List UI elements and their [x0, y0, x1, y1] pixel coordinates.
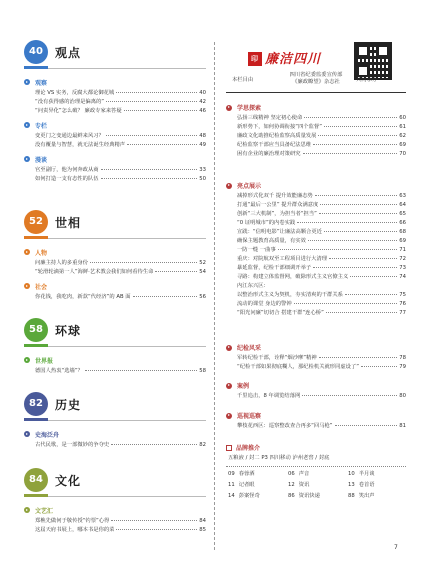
toc-entry-title: 你花钱，我吃肉，新款“代经济”的 AB 面 [35, 294, 131, 300]
right-section-4 [226, 410, 406, 430]
leader-dots [320, 204, 397, 205]
toc-entry[interactable] [226, 299, 406, 308]
leader-dots [133, 296, 198, 297]
toc-entry-title: 理论 VS 实务，反腐大都论御花城 [35, 90, 115, 96]
leader-dots [324, 126, 397, 127]
brand-logo [248, 48, 348, 66]
section-rule-accent [24, 494, 48, 497]
toc-entry-title: 打通“最后一公里” 提升群众满意度 [237, 202, 319, 208]
toc-entry[interactable] [226, 353, 406, 362]
brand-right-label: 共同承办 [356, 77, 378, 83]
toc-entry-title: 千里追击，8 年调览结落网 [237, 393, 301, 399]
section-header [24, 40, 206, 66]
leader-dots [124, 110, 198, 111]
arrow-bullet-icon [226, 413, 232, 419]
subsection-title: 专栏 [35, 122, 48, 130]
section-rule [24, 496, 206, 497]
toc-entry[interactable] [226, 227, 406, 236]
toc-entry-page: 75 [399, 292, 406, 298]
toc-entry-title: 确保主题教育高质量，有实效 [237, 238, 306, 244]
toc-entry[interactable] [226, 272, 406, 281]
toc-entry[interactable] [24, 525, 206, 534]
arrow-bullet-icon [24, 431, 30, 437]
toc-entry-page: 70 [399, 151, 406, 157]
column-divider [214, 42, 215, 550]
column-index-grid [226, 469, 406, 499]
column-index-title: 资讯快递 [298, 493, 320, 499]
section-number-badge: 84 [24, 468, 48, 492]
seal-icon: 印 [248, 52, 262, 66]
toc-entry-title: 如何打造一支有态性的队伍 [35, 176, 99, 182]
toc-entry-page: 40 [199, 90, 206, 96]
brands-sponsors: 五粮液 / 封二 P3 四川移动 泸州老窖 / 封底 [228, 455, 330, 461]
toc-entry-page: 64 [399, 202, 406, 208]
subsection-header [24, 153, 206, 165]
toc-entry-title: “纪检干部如果彻底糊人，那纪检机关就形同虚设了” [237, 364, 360, 370]
brand-organizer-2: 《廉政瞭望》杂志社 [292, 79, 340, 85]
subsection-title: 人物 [35, 249, 48, 257]
subsection-title: 史海泛舟 [35, 431, 60, 439]
toc-entry-page: 74 [399, 274, 406, 280]
column-index-item[interactable] [348, 469, 408, 477]
toc-entry-page: 85 [199, 527, 206, 533]
subsection [24, 354, 206, 375]
section-title: 观点 [55, 46, 82, 60]
brand-block [226, 40, 406, 90]
column-index-title: 卷首语 [358, 482, 375, 488]
toc-entry-page: 71 [399, 247, 406, 253]
toc-entry-title: “0 证明城市”的内卷实践 [237, 220, 296, 226]
column-index-item[interactable] [228, 491, 288, 499]
section-3 [24, 392, 206, 449]
section-1 [24, 210, 206, 301]
toc-entry[interactable] [226, 131, 406, 140]
brands-box [226, 442, 406, 499]
leader-dots [278, 249, 397, 250]
column-index-page: 86 [288, 493, 295, 499]
toc-entry-page: 69 [399, 238, 406, 244]
column-index-item[interactable] [288, 480, 348, 488]
arrow-bullet-icon [24, 249, 30, 255]
brands-header [226, 442, 406, 453]
right-section-title: 学思探索 [237, 105, 262, 112]
subsection-header [24, 428, 206, 440]
toc-entry-page: 46 [199, 108, 206, 114]
right-section-header [226, 342, 406, 353]
leader-dots [318, 135, 397, 136]
toc-entry[interactable] [24, 258, 206, 267]
brand-rule [226, 92, 406, 93]
section-title: 世相 [55, 216, 82, 230]
toc-entry[interactable] [226, 362, 406, 371]
section-header [24, 468, 206, 494]
brand-left-label: 本栏目由 [232, 77, 254, 83]
subsection [24, 119, 206, 149]
toc-entry[interactable] [24, 106, 206, 115]
subsection-header [24, 246, 206, 258]
right-section-title: 亮点展示 [237, 183, 262, 190]
toc-entry[interactable] [24, 366, 206, 375]
section-number-badge: 52 [24, 210, 48, 234]
toc-entry[interactable] [24, 140, 206, 149]
subsection-header [24, 504, 206, 516]
subsection [24, 428, 206, 449]
column-index-item[interactable] [228, 480, 288, 488]
toc-entry-page: 63 [399, 193, 406, 199]
leader-dots [304, 117, 397, 118]
toc-entry-title: 流动的课堂 身边的警钟 [237, 301, 292, 307]
toc-entry[interactable] [226, 254, 406, 263]
subsection-header [24, 280, 206, 292]
toc-entry[interactable] [226, 245, 406, 254]
right-section-title: 纪检风采 [237, 345, 262, 352]
section-header [24, 210, 206, 236]
column-index-item[interactable] [228, 469, 288, 477]
section-title: 文化 [55, 474, 82, 488]
toc-entry-title: 弘扬三线精神 坚定初心使命 [237, 115, 303, 121]
leader-dots [294, 303, 398, 304]
toc-entry-title: 以整治形式主义为契机，夯实清爽的干群关系 [237, 292, 343, 298]
toc-entry[interactable] [226, 263, 406, 272]
subsection [24, 246, 206, 276]
subsection [24, 76, 206, 115]
subsection-header [24, 119, 206, 131]
column-index-title: 资讯 [298, 482, 310, 488]
toc-entry[interactable] [226, 149, 406, 158]
section-2 [24, 318, 206, 375]
leader-dots [350, 276, 397, 277]
leader-dots [111, 520, 197, 521]
subsection-header [24, 76, 206, 88]
toc-entry-page: 76 [399, 301, 406, 307]
toc-entry-page: 72 [399, 256, 406, 262]
leader-dots [361, 366, 397, 367]
right-section-title: 案例 [237, 383, 250, 390]
brand-organizers [280, 72, 352, 86]
subsection-title: 社会 [35, 283, 48, 291]
toc-entry-title: “问责异化”怎么破？ 廉政专家来答疑 [35, 108, 122, 114]
toc-entry[interactable] [24, 88, 206, 97]
right-section-header [226, 180, 406, 191]
section-rule-accent [24, 66, 48, 69]
leader-dots [329, 258, 397, 259]
brand-organizer-1: 四川省纪委监委宣传部 [289, 72, 343, 78]
subsection-title: 文艺汇 [35, 507, 54, 515]
toc-entry[interactable] [226, 290, 406, 299]
leader-dots [85, 370, 197, 371]
toc-entry-title: 纪检监察干部应当具备纪法思维 [237, 142, 312, 148]
subsection-title: 观察 [35, 79, 48, 87]
leader-dots [302, 395, 397, 396]
subsection-header [24, 354, 206, 366]
arrow-bullet-icon [226, 105, 232, 111]
toc-entry-page: 61 [399, 124, 406, 130]
toc-entry[interactable] [24, 292, 206, 301]
toc-entry-title: 郑樵先做何于敬传授“钓票”心得 [35, 518, 110, 524]
column-index-page: 09 [228, 471, 235, 477]
leader-dots [127, 144, 197, 145]
toc-entry-title: 古代民歌，是一部微妙的争夺史 [35, 442, 110, 448]
toc-entry-title: 暴延监督，纪检干部细调开举子 [237, 265, 312, 271]
toc-entry-page: 77 [399, 310, 406, 316]
section-header [24, 392, 206, 418]
toc-entry-page: 62 [399, 133, 406, 139]
leader-dots [345, 294, 397, 295]
toc-entry-title: 宣践：“信明电影”让廉法高颗合更近 [237, 229, 322, 235]
column-index-item[interactable] [288, 491, 348, 499]
subsection [24, 153, 206, 183]
toc-entry-page: 81 [399, 423, 406, 429]
toc-entry-page: 58 [199, 368, 206, 374]
toc-entry[interactable] [226, 218, 406, 227]
toc-entry-title: 廉政文化助推纪检监察高质量发展 [237, 133, 317, 139]
column-index-title: 声音 [298, 471, 310, 477]
column-index-page: 14 [228, 493, 235, 499]
toc-entry-title: 创新“三大机制”，为担当者“担当” [237, 211, 317, 217]
toc-entry-page: 84 [199, 518, 206, 524]
toc-entry-title: 寻路：构建立体监督网，破除形式主义官僚主义 [237, 274, 349, 280]
column-index-page: 10 [348, 471, 355, 477]
subsection-title: 漫谈 [35, 156, 48, 164]
toc-entry-title: 攀枝花西区：巡察整改查合再多“回马枪” [237, 423, 333, 429]
toc-entry-title: “没有获得感的治理是偏离的” [35, 99, 105, 105]
leader-dots [101, 178, 198, 179]
leader-dots [155, 271, 197, 272]
right-section-2 [226, 342, 406, 371]
column-index-page: 13 [348, 482, 355, 488]
toc-entry-title: 没有覆量与智慧，就无法诞生经典精声 [35, 142, 126, 148]
section-rule [24, 238, 206, 239]
toc-entry[interactable] [24, 165, 206, 174]
column-index-page: 06 [288, 471, 295, 477]
section-number-badge: 82 [24, 392, 48, 416]
leader-dots [116, 529, 197, 530]
leader-dots [313, 144, 397, 145]
toc-entry-page: 50 [199, 176, 206, 182]
leader-dots [324, 231, 397, 232]
leader-dots [319, 213, 397, 214]
toc-entry-page: 65 [399, 211, 406, 217]
toc-entry-title: 军转纪检干部，诠释“烟沙摩”精神 [237, 355, 317, 361]
leader-dots [308, 240, 397, 241]
column-index-page: 12 [288, 482, 295, 488]
arrow-bullet-icon [24, 507, 30, 513]
right-section-header [226, 380, 406, 391]
section-rule-accent [24, 344, 48, 347]
toc-entry-page: 42 [199, 99, 206, 105]
toc-entry-title: “阳光问廉”切切合 搭建干群“连心桥” [237, 310, 324, 316]
toc-entry-title: “轮滑轮滴第一人”海鲜·艺术教会我们如何看待生命 [35, 269, 154, 275]
leader-dots [335, 425, 398, 426]
leader-dots [90, 262, 197, 263]
toc-entry-title: 重庆：对院航双至工程项目进行大清理 [237, 256, 328, 262]
toc-entry-page: 56 [199, 294, 206, 300]
toc-entry-title: 减掉形式化双千 提升效能廉态势 [237, 193, 313, 199]
toc-entry-title: 内江东兴区： [237, 283, 269, 289]
toc-entry[interactable] [24, 131, 206, 140]
toc-entry-page: 52 [199, 260, 206, 266]
toc-entry-page: 80 [399, 393, 406, 399]
leader-dots [111, 444, 197, 445]
leader-dots [101, 169, 198, 170]
toc-entry-page: 33 [199, 167, 206, 173]
toc-entry-title: 官至副厅，他为何奔政从商 [35, 167, 99, 173]
toc-entry[interactable] [24, 516, 206, 525]
arrow-bullet-icon [24, 122, 30, 128]
section-number-badge: 40 [24, 40, 48, 64]
right-section-title: 巡视巡察 [237, 413, 262, 420]
toc-entry[interactable] [226, 200, 406, 209]
section-header [24, 318, 206, 344]
toc-entry-page: 73 [399, 265, 406, 271]
section-number-badge: 58 [24, 318, 48, 342]
arrow-bullet-icon [226, 345, 232, 351]
brands-rule [226, 466, 406, 467]
toc-entry-page: 48 [199, 133, 206, 139]
toc-entry-page: 68 [399, 229, 406, 235]
section-rule [24, 420, 206, 421]
toc-entry[interactable] [226, 191, 406, 200]
column-index-title: 彭案怪奇 [238, 493, 260, 499]
subsection-title: 世界报 [35, 357, 54, 365]
right-section-1 [226, 180, 406, 317]
column-index-item[interactable] [348, 491, 408, 499]
leader-dots [315, 195, 397, 196]
toc-entry-title: 新形势下，如何协调衔接“四个监督” [237, 124, 322, 130]
arrow-bullet-icon [24, 283, 30, 289]
leader-dots [106, 135, 197, 136]
toc-entry-title: 变更门之变通边最鲜来风习？ [35, 133, 104, 139]
toc-entry[interactable] [24, 440, 206, 449]
toc-entry[interactable] [226, 122, 406, 131]
section-title: 环球 [55, 324, 82, 338]
toc-entry[interactable] [226, 421, 406, 430]
leader-dots [116, 92, 197, 93]
toc-entry[interactable] [226, 113, 406, 122]
right-section-3 [226, 380, 406, 400]
section-title: 历史 [55, 398, 82, 412]
leader-dots [106, 101, 197, 102]
toc-entry[interactable] [226, 391, 406, 400]
toc-entry-page: 49 [199, 142, 206, 148]
toc-entry-title: 一防一缝 一曲事 [237, 247, 276, 253]
toc-entry[interactable] [24, 97, 206, 106]
toc-entry-title: 这届天府书展上，哪本书是你的菜 [35, 527, 115, 533]
leader-dots [313, 267, 397, 268]
section-rule-accent [24, 418, 48, 421]
toc-entry[interactable] [226, 308, 406, 317]
column-index-item[interactable] [348, 480, 408, 488]
section-rule-accent [24, 236, 48, 239]
brands-title: 品牌推介 [236, 445, 261, 452]
toc-entry[interactable] [226, 281, 406, 290]
column-index-title: 记者眼 [238, 482, 255, 488]
leader-dots [326, 312, 397, 313]
toc-entry-page: 54 [199, 269, 206, 275]
toc-entry[interactable] [226, 140, 406, 149]
toc-entry-page: 82 [199, 442, 206, 448]
arrow-bullet-icon [24, 357, 30, 363]
leader-dots [319, 357, 398, 358]
column-index-item[interactable] [288, 469, 348, 477]
page-number: 7 [394, 544, 398, 551]
column-index-page: 88 [348, 493, 355, 499]
column-index-title: 笑出声 [358, 493, 375, 499]
toc-entry-page: 79 [399, 364, 406, 370]
toc-entry-title: 德国人热衷“选墙”？ [35, 368, 83, 374]
arrow-bullet-icon [24, 156, 30, 162]
section-rule [24, 68, 206, 69]
right-section-header [226, 410, 406, 421]
right-section-0 [226, 102, 406, 158]
subsection [24, 280, 206, 301]
section-4 [24, 468, 206, 534]
section-0 [24, 40, 206, 183]
toc-entry-page: 66 [399, 220, 406, 226]
square-icon [226, 445, 232, 451]
leader-dots [297, 222, 397, 223]
column-index-page: 11 [228, 482, 235, 488]
column-index-title: 春蓉酒 [238, 471, 255, 477]
toc-entry[interactable] [226, 209, 406, 218]
section-rule [24, 346, 206, 347]
toc-entry[interactable] [24, 174, 206, 183]
brand-logo-text: 廉洁四川 [265, 52, 322, 67]
toc-entry-title: 问廉主持人的多重身份 [35, 260, 88, 266]
toc-entry-page: 78 [399, 355, 406, 361]
column-index-title: 半月谈 [358, 471, 375, 477]
toc-entry-page: 69 [399, 142, 406, 148]
toc-entry-title: 困有企业的廉治理对策研究 [237, 151, 301, 157]
arrow-bullet-icon [226, 383, 232, 389]
toc-entry-page: 60 [399, 115, 406, 121]
leader-dots [303, 153, 398, 154]
toc-entry[interactable] [226, 236, 406, 245]
arrow-bullet-icon [24, 79, 30, 85]
subsection [24, 504, 206, 534]
toc-entry[interactable] [24, 267, 206, 276]
right-section-header [226, 102, 406, 113]
arrow-bullet-icon [226, 183, 232, 189]
